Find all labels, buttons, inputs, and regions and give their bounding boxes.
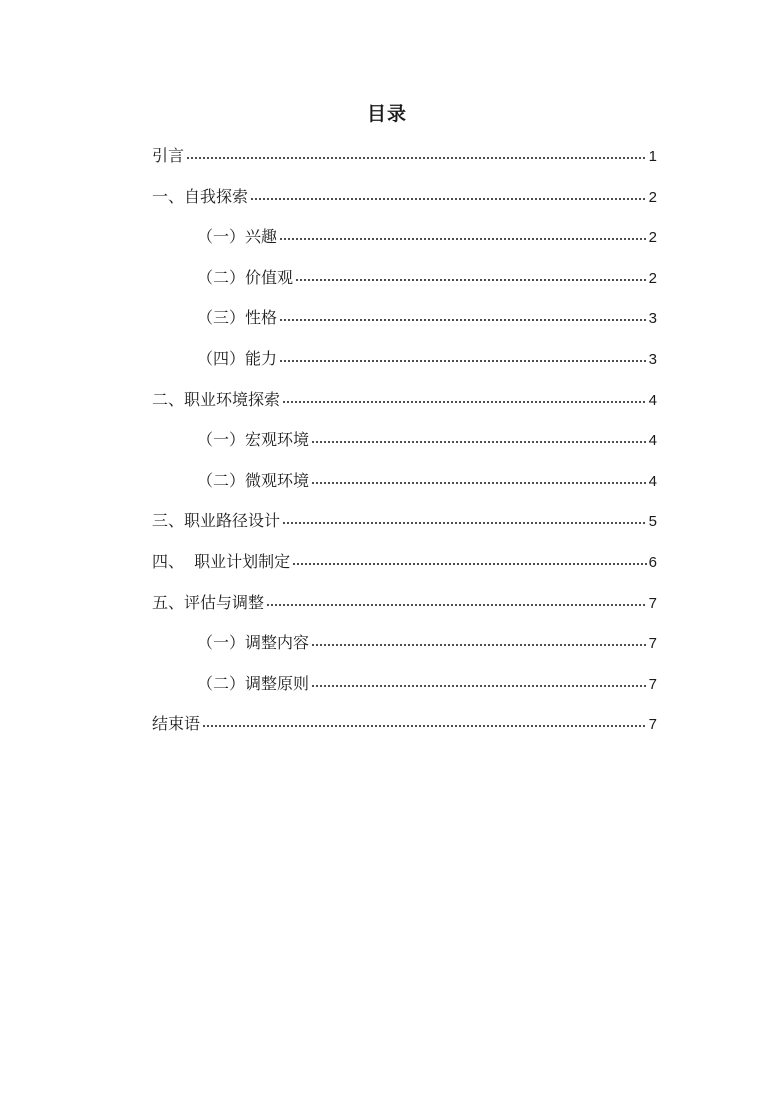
toc-entry[interactable] — [152, 711, 657, 752]
table-of-contents — [152, 143, 657, 752]
toc-entry-label: 五、评估与调整 — [152, 592, 265, 612]
toc-subentry[interactable] — [152, 671, 657, 712]
toc-entry-label: （二）价值观 — [197, 267, 294, 287]
dot-leader — [279, 359, 647, 363]
toc-entry-label: 引言 — [152, 146, 185, 165]
toc-entry-label: （一）调整内容 — [197, 633, 310, 653]
toc-entry-page-number: 7 — [648, 594, 657, 612]
dot-leader — [282, 521, 647, 525]
toc-entry-page-number: 6 — [648, 553, 657, 571]
toc-entry-label: （二）微观环境 — [197, 470, 310, 490]
toc-entry-label: （一）宏观环境 — [197, 430, 310, 450]
dot-leader — [202, 724, 647, 728]
toc-entry-page-number: 4 — [648, 391, 657, 409]
toc-subentry[interactable] — [152, 346, 657, 387]
dot-leader — [295, 278, 647, 282]
toc-entry-label: （二）调整原则 — [197, 673, 310, 693]
toc-entry-label: 三、职业路径设计 — [152, 511, 281, 531]
dot-leader — [279, 318, 647, 322]
toc-entry[interactable] — [152, 508, 657, 549]
dot-leader — [250, 197, 647, 201]
toc-entry-page-number: 7 — [648, 675, 657, 693]
toc-entry[interactable] — [152, 590, 657, 631]
toc-entry-label: 一、自我探索 — [152, 186, 249, 206]
toc-entry-label: 二、职业环境探索 — [152, 389, 281, 409]
dot-leader — [279, 237, 647, 241]
toc-entry-page-number: 2 — [648, 269, 657, 287]
toc-entry-label: 结束语 — [152, 714, 201, 734]
toc-subentry[interactable] — [152, 305, 657, 346]
toc-entry-label: （三）性格 — [197, 308, 278, 328]
toc-entry-page-number: 7 — [648, 635, 657, 653]
toc-entry-page-number: 3 — [648, 310, 657, 328]
toc-entry[interactable] — [152, 184, 657, 225]
toc-entry-page-number: 4 — [648, 472, 657, 490]
dot-leader — [266, 603, 647, 607]
toc-subentry[interactable] — [152, 224, 657, 265]
toc-entry-page-number: 2 — [648, 188, 657, 206]
dot-leader — [311, 684, 647, 688]
dot-leader — [311, 481, 647, 485]
toc-entry-label: （一）兴趣 — [197, 227, 278, 247]
page-title: 目录 — [366, 103, 407, 125]
toc-entry-label: （四）能力 — [197, 348, 278, 368]
toc-subentry[interactable] — [152, 630, 657, 671]
toc-subentry[interactable] — [152, 265, 657, 306]
toc-entry-page-number: 3 — [648, 350, 657, 368]
dot-leader — [282, 400, 647, 404]
toc-entry-page-number: 1 — [648, 148, 657, 165]
toc-entry-page-number: 4 — [648, 432, 657, 450]
toc-entry-page-number: 2 — [648, 229, 657, 247]
toc-subentry[interactable] — [152, 468, 657, 509]
toc-entry-label: 四、 职业计划制定 — [152, 551, 291, 571]
toc-entry[interactable] — [152, 143, 657, 184]
toc-entry[interactable] — [152, 387, 657, 428]
toc-entry-page-number: 7 — [648, 716, 657, 734]
dot-leader — [186, 156, 647, 160]
toc-subentry[interactable] — [152, 427, 657, 468]
dot-leader — [311, 643, 647, 647]
toc-entry[interactable] — [152, 549, 657, 590]
dot-leader — [311, 440, 647, 444]
dot-leader — [292, 562, 646, 566]
toc-entry-page-number: 5 — [648, 513, 657, 531]
